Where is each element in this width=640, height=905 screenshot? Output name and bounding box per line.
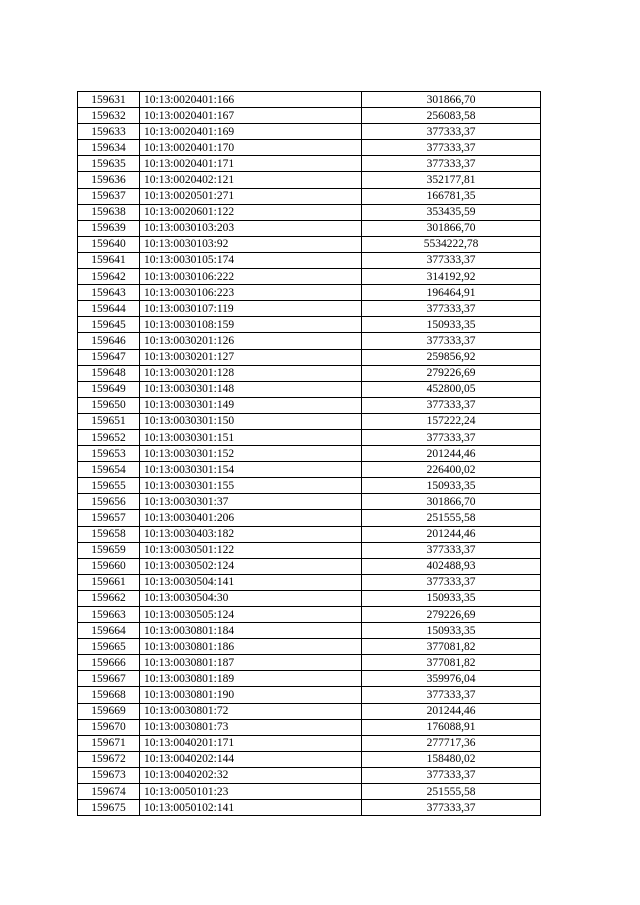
row-number-cell: 159643	[78, 285, 140, 301]
table-row	[78, 429, 541, 445]
cadastral-number-cell: 10:13:0030403:182	[140, 526, 362, 542]
cadastral-value-cell: 301866,70	[362, 220, 541, 236]
cadastral-value-cell: 301866,70	[362, 92, 541, 108]
cadastral-number-cell: 10:13:0020501:271	[140, 188, 362, 204]
cadastral-number-cell: 10:13:0030505:124	[140, 607, 362, 623]
cadastral-number-cell: 10:13:0020401:171	[140, 156, 362, 172]
cadastral-number-cell: 10:13:0030301:37	[140, 494, 362, 510]
cadastral-number-cell: 10:13:0030301:152	[140, 446, 362, 462]
cadastral-value-cell: 377333,37	[362, 397, 541, 413]
cadastral-value-cell: 279226,69	[362, 607, 541, 623]
row-number-cell: 159658	[78, 526, 140, 542]
cadastral-value-cell: 452800,05	[362, 381, 541, 397]
table-row	[78, 510, 541, 526]
table-row	[78, 188, 541, 204]
row-number-cell: 159662	[78, 590, 140, 606]
cadastral-number-cell: 10:13:0030106:223	[140, 285, 362, 301]
cadastral-number-cell: 10:13:0040202:32	[140, 767, 362, 783]
row-number-cell: 159650	[78, 397, 140, 413]
row-number-cell: 159633	[78, 124, 140, 140]
cadastral-value-cell: 251555,58	[362, 510, 541, 526]
row-number-cell: 159655	[78, 478, 140, 494]
row-number-cell: 159648	[78, 365, 140, 381]
table-row	[78, 607, 541, 623]
cadastral-number-cell: 10:13:0030502:124	[140, 558, 362, 574]
table-row	[78, 494, 541, 510]
table-row	[78, 558, 541, 574]
row-number-cell: 159651	[78, 413, 140, 429]
cadastral-number-cell: 10:13:0030801:189	[140, 671, 362, 687]
table-row	[78, 365, 541, 381]
cadastral-value-cell: 279226,69	[362, 365, 541, 381]
row-number-cell: 159670	[78, 719, 140, 735]
cadastral-number-cell: 10:13:0030801:72	[140, 703, 362, 719]
cadastral-value-cell: 5534222,78	[362, 236, 541, 252]
cadastral-value-cell: 377081,82	[362, 639, 541, 655]
cadastral-number-cell: 10:13:0030301:150	[140, 413, 362, 429]
table-row	[78, 735, 541, 751]
cadastral-value-cell: 377333,37	[362, 156, 541, 172]
table-row	[78, 574, 541, 590]
table-row	[78, 333, 541, 349]
cadastral-number-cell: 10:13:0030301:151	[140, 429, 362, 445]
table-row	[78, 413, 541, 429]
cadastral-number-cell: 10:13:0040201:171	[140, 735, 362, 751]
row-number-cell: 159657	[78, 510, 140, 526]
cadastral-value-cell: 377333,37	[362, 429, 541, 445]
table-row	[78, 108, 541, 124]
cadastral-value-cell: 150933,35	[362, 478, 541, 494]
table-row	[78, 317, 541, 333]
table-row	[78, 639, 541, 655]
row-number-cell: 159637	[78, 188, 140, 204]
row-number-cell: 159664	[78, 623, 140, 639]
row-number-cell: 159669	[78, 703, 140, 719]
cadastral-number-cell: 10:13:0030501:122	[140, 542, 362, 558]
table-row	[78, 526, 541, 542]
table-row	[78, 349, 541, 365]
row-number-cell: 159668	[78, 687, 140, 703]
row-number-cell: 159649	[78, 381, 140, 397]
cadastral-number-cell: 10:13:0030201:126	[140, 333, 362, 349]
cadastral-number-cell: 10:13:0040202:144	[140, 751, 362, 767]
cadastral-value-cell: 150933,35	[362, 590, 541, 606]
cadastral-number-cell: 10:13:0050101:23	[140, 784, 362, 800]
cadastral-value-cell: 377333,37	[362, 800, 541, 816]
row-number-cell: 159675	[78, 800, 140, 816]
cadastral-number-cell: 10:13:0020401:170	[140, 140, 362, 156]
cadastral-value-cell: 150933,35	[362, 623, 541, 639]
cadastral-value-cell: 201244,46	[362, 703, 541, 719]
row-number-cell: 159671	[78, 735, 140, 751]
cadastral-value-cell: 256083,58	[362, 108, 541, 124]
table-row	[78, 719, 541, 735]
row-number-cell: 159634	[78, 140, 140, 156]
cadastral-number-cell: 10:13:0020401:166	[140, 92, 362, 108]
table-row	[78, 156, 541, 172]
table-row	[78, 397, 541, 413]
table-row	[78, 478, 541, 494]
cadastral-number-cell: 10:13:0030801:187	[140, 655, 362, 671]
cadastral-number-cell: 10:13:0030801:190	[140, 687, 362, 703]
cadastral-value-cell: 314192,92	[362, 269, 541, 285]
cadastral-value-table	[77, 91, 541, 816]
cadastral-number-cell: 10:13:0030801:73	[140, 719, 362, 735]
table-row	[78, 236, 541, 252]
row-number-cell: 159652	[78, 429, 140, 445]
table-row	[78, 767, 541, 783]
cadastral-number-cell: 10:13:0030201:128	[140, 365, 362, 381]
cadastral-value-cell: 377333,37	[362, 333, 541, 349]
cadastral-value-cell: 150933,35	[362, 317, 541, 333]
cadastral-value-cell: 226400,02	[362, 462, 541, 478]
table-row	[78, 252, 541, 268]
table-row	[78, 140, 541, 156]
cadastral-value-cell: 359976,04	[362, 671, 541, 687]
cadastral-number-cell: 10:13:0030201:127	[140, 349, 362, 365]
cadastral-number-cell: 10:13:0020601:122	[140, 204, 362, 220]
row-number-cell: 159673	[78, 767, 140, 783]
cadastral-number-cell: 10:13:0020401:167	[140, 108, 362, 124]
row-number-cell: 159656	[78, 494, 140, 510]
table-row	[78, 381, 541, 397]
cadastral-value-cell: 377333,37	[362, 124, 541, 140]
cadastral-number-cell: 10:13:0050102:141	[140, 800, 362, 816]
cadastral-value-cell: 259856,92	[362, 349, 541, 365]
cadastral-number-cell: 10:13:0030106:222	[140, 269, 362, 285]
cadastral-number-cell: 10:13:0030103:92	[140, 236, 362, 252]
cadastral-number-cell: 10:13:0030801:184	[140, 623, 362, 639]
cadastral-value-cell: 201244,46	[362, 446, 541, 462]
row-number-cell: 159661	[78, 574, 140, 590]
cadastral-value-cell: 377333,37	[362, 252, 541, 268]
cadastral-value-cell: 157222,24	[362, 413, 541, 429]
cadastral-value-cell: 377333,37	[362, 301, 541, 317]
table-row	[78, 703, 541, 719]
cadastral-value-cell: 377333,37	[362, 767, 541, 783]
table-row	[78, 220, 541, 236]
cadastral-value-cell: 352177,81	[362, 172, 541, 188]
row-number-cell: 159654	[78, 462, 140, 478]
cadastral-number-cell: 10:13:0030504:141	[140, 574, 362, 590]
row-number-cell: 159667	[78, 671, 140, 687]
row-number-cell: 159640	[78, 236, 140, 252]
cadastral-value-cell: 196464,91	[362, 285, 541, 301]
table-row	[78, 751, 541, 767]
row-number-cell: 159632	[78, 108, 140, 124]
table-row	[78, 784, 541, 800]
row-number-cell: 159636	[78, 172, 140, 188]
cadastral-value-cell: 158480,02	[362, 751, 541, 767]
cadastral-value-cell: 377333,37	[362, 687, 541, 703]
cadastral-number-cell: 10:13:0030301:154	[140, 462, 362, 478]
row-number-cell: 159663	[78, 607, 140, 623]
table-row	[78, 687, 541, 703]
cadastral-number-cell: 10:13:0030108:159	[140, 317, 362, 333]
table-row	[78, 623, 541, 639]
row-number-cell: 159635	[78, 156, 140, 172]
row-number-cell: 159639	[78, 220, 140, 236]
table-row	[78, 92, 541, 108]
cadastral-value-cell: 377333,37	[362, 574, 541, 590]
row-number-cell: 159631	[78, 92, 140, 108]
row-number-cell: 159647	[78, 349, 140, 365]
cadastral-number-cell: 10:13:0030801:186	[140, 639, 362, 655]
cadastral-number-cell: 10:13:0030301:148	[140, 381, 362, 397]
table-row	[78, 172, 541, 188]
table-row	[78, 590, 541, 606]
cadastral-value-cell: 377333,37	[362, 542, 541, 558]
table-row	[78, 655, 541, 671]
cadastral-number-cell: 10:13:0030301:149	[140, 397, 362, 413]
cadastral-value-cell: 176088,91	[362, 719, 541, 735]
table-row	[78, 285, 541, 301]
row-number-cell: 159641	[78, 252, 140, 268]
cadastral-value-cell: 402488,93	[362, 558, 541, 574]
row-number-cell: 159646	[78, 333, 140, 349]
row-number-cell: 159659	[78, 542, 140, 558]
row-number-cell: 159644	[78, 301, 140, 317]
row-number-cell: 159638	[78, 204, 140, 220]
row-number-cell: 159660	[78, 558, 140, 574]
cadastral-value-cell: 201244,46	[362, 526, 541, 542]
row-number-cell: 159653	[78, 446, 140, 462]
cadastral-value-cell: 301866,70	[362, 494, 541, 510]
cadastral-number-cell: 10:13:0030401:206	[140, 510, 362, 526]
cadastral-number-cell: 10:13:0020402:121	[140, 172, 362, 188]
table-body	[78, 92, 541, 816]
row-number-cell: 159666	[78, 655, 140, 671]
table-row	[78, 542, 541, 558]
table-row	[78, 204, 541, 220]
row-number-cell: 159642	[78, 269, 140, 285]
row-number-cell: 159665	[78, 639, 140, 655]
cadastral-value-cell: 353435,59	[362, 204, 541, 220]
table-row	[78, 800, 541, 816]
table-row	[78, 462, 541, 478]
table-row	[78, 124, 541, 140]
cadastral-value-cell: 277717,36	[362, 735, 541, 751]
cadastral-number-cell: 10:13:0030301:155	[140, 478, 362, 494]
cadastral-value-cell: 377081,82	[362, 655, 541, 671]
row-number-cell: 159674	[78, 784, 140, 800]
table-row	[78, 269, 541, 285]
row-number-cell: 159672	[78, 751, 140, 767]
cadastral-number-cell: 10:13:0030504:30	[140, 590, 362, 606]
cadastral-number-cell: 10:13:0030105:174	[140, 252, 362, 268]
row-number-cell: 159645	[78, 317, 140, 333]
table-row	[78, 671, 541, 687]
cadastral-number-cell: 10:13:0030107:119	[140, 301, 362, 317]
cadastral-number-cell: 10:13:0020401:169	[140, 124, 362, 140]
table-row	[78, 446, 541, 462]
table-row	[78, 301, 541, 317]
cadastral-number-cell: 10:13:0030103:203	[140, 220, 362, 236]
cadastral-value-cell: 166781,35	[362, 188, 541, 204]
cadastral-value-cell: 251555,58	[362, 784, 541, 800]
cadastral-value-cell: 377333,37	[362, 140, 541, 156]
